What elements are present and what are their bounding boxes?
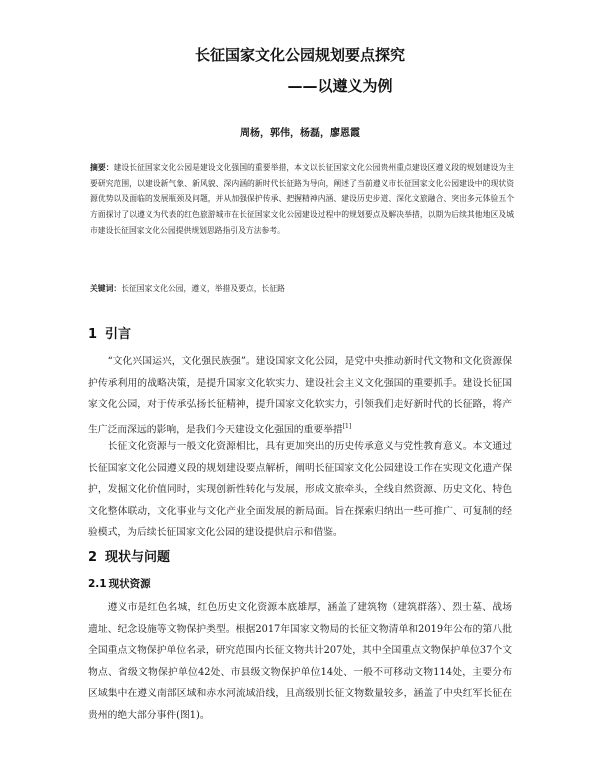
paragraph: 遵义市是红色名城，红色历史文化资源本底雄厚，涵盖了建筑物（建筑群落）、烈士墓、战场遗址、纪念设施等文物保护类型。根据2017年国家文物局的长征文物清单和2019年公布的第八批全国重点文物保护单位名录，研究范围内长征文物共计207处，其中全国重点文物保护单位37个文物点、省级文物保护单位42处、市县级文物保护单位14处、一般不可移动文物114处，主要分布区域集中在遵义南部区域和赤水河流域沿线，且高级别长征文物数量较多，涵盖了中央红军长征在贵州的绝大部分事件(图1)。 [88, 602, 512, 721]
author-list: 周杨，郭伟，杨磊，廖恩霞 [240, 128, 360, 139]
section-heading-intro [88, 323, 131, 342]
section-number: 2 [88, 550, 98, 565]
section-heading-status [88, 546, 170, 565]
abstract-label: 摘要： [90, 163, 114, 172]
subsection-heading-resources [88, 576, 151, 591]
paragraph [88, 351, 512, 440]
section-title: 现状与问题 [105, 550, 171, 565]
paper-title: 长征国家文化公园规划要点探究 [194, 46, 405, 64]
subsection-number: 2.1 [88, 578, 107, 590]
keywords-text: 长征国家文化公园，遵义，举措及要点，长征路 [121, 284, 285, 293]
keywords-block [90, 282, 514, 295]
keywords-label: 关键词： [90, 284, 122, 293]
section-number: 1 [88, 327, 98, 342]
abstract-text: 建设长征国家文化公园是建设文化强国的重要举措，本文以长征国家文化公园贵州重点建设区遵义段的规划建设为主要研究范围，以建设新气象、新风貌、深内涵的新时代长征路为导向，阐述了当前遵义市长征国家文化公园建设中的现状资源优势以及面临的发展瓶颈及问题，并从加强保护传承、把握精神内涵、建设历史步道、深化文旅融合、突出多元体验五个方面探讨了以遵义为代表的红色旅游城市在长征国家文化公园建设过程中的规划要点及解决举措，以期为后续其他地区及城市建设长征国家文化公园提供规划思路指引及方法参考。 [90, 163, 514, 235]
citation-ref: [1] [342, 422, 352, 430]
paragraph: 长征文化资源与一般文化资源相比，具有更加突出的历史传承意义与党性教育意义。本文通过长征国家文化公园遵义段的规划建设要点解析，阐明长征国家文化公园建设工作在实现文化遗产保护，发掘文化价值同时，实现创新性转化与发展，形成文旅牵头，全线自然资源、历史文化、特色文化整体联动，文化事业与文化产业全面发展的新局面。旨在探索归纳出一些可推广、可复制的经验模式，为后续长征国家文化公园的建设提供启示和借鉴。 [88, 441, 512, 538]
paragraph-text: “文化兴国运兴，文化强民族强”。建设国家文化公园，是党中央推动新时代文物和文化资源保护传承利用的战略决策，是提升国家文化软实力、建设社会主义文化强国的重要抓手。建设长征国家文化公园，对于传承弘扬长征精神，提升国家文化软实力，引领我们走好新时代的长征路，将产生广泛而深远的影响，是我们今天建设文化强国的重要举措 [88, 356, 512, 435]
abstract-block [90, 160, 514, 239]
subsection-title: 现状资源 [108, 578, 151, 590]
section-title: 引言 [105, 327, 132, 342]
paper-subtitle: ——以遵义为例 [287, 77, 393, 95]
